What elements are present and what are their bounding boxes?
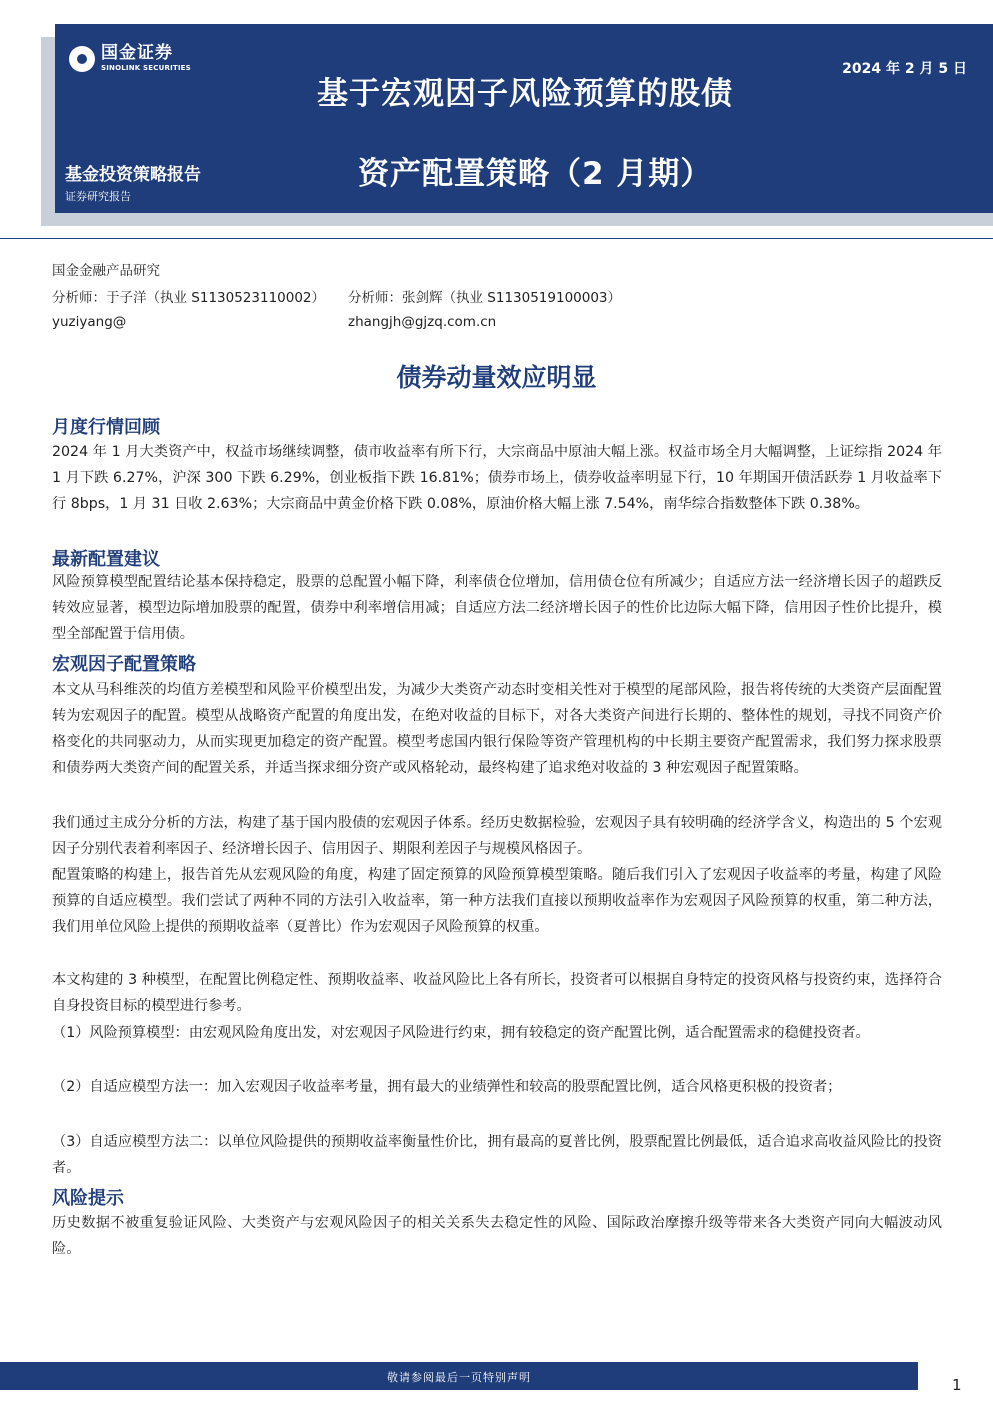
paragraph: （2）自适应模型方法一：加入宏观因子收益率考量，拥有最大的业绩弹性和较高的股票配置比例，适合风格更积极的投资者；: [52, 1079, 842, 1095]
report-type: 基金投资策略报告: [65, 165, 201, 185]
logo-name-en: SINOLINK SECURITIES: [101, 64, 191, 72]
paragraph: 我们通过主成分分析的方法，构建了基于国内股债的宏观因子体系。经历史数据检验，宏观因子具有较明确的经济学含义，构造出的 5 个宏观因子分别代表着利率因子、经济增长因子、信用因子、期限利差因子与规模风格因子。: [52, 815, 942, 857]
report-date: 2024 年 2 月 5 日: [842, 61, 967, 77]
header-divider: [0, 238, 993, 239]
paragraph: （3）自适应模型方法二：以单位风险提供的预期收益率衡量性价比，拥有最高的夏普比例，股票配置比例最低，适合追求高收益风险比的投资者。: [52, 1134, 942, 1176]
research-dept: 国金金融产品研究: [52, 263, 160, 279]
document-heading: 债券动量效应明显: [396, 363, 597, 392]
paragraph: 2024 年 1 月大类资产中，权益市场继续调整，债市收益率有所下行，大宗商品中原油大幅上涨。权益市场全月大幅调整，上证综指 2024 年 1 月下跌 6.27%，沪深 300 下跌 6.29%，创业板指下跌 16.81%；债券市场上，债券收益率明显下行，10 年期国开债活跃券 1 月收益率下行 8bps，1 月 31 日收 2.63%；大宗商品中黄金价格下跌 0.08%，原油价格大幅上涨 7.54%，南华综合指数整体下跌 0.38%。: [52, 444, 942, 512]
analyst-1: 分析师：于子洋（执业 S1130523110002）: [52, 290, 326, 306]
report-subtype: 证券研究报告: [65, 190, 131, 203]
report-title-line2: 资产配置策略（2 月期）: [358, 156, 713, 192]
paragraph: 风险预算模型配置结论基本保持稳定，股票的总配置小幅下降，利率债仓位增加，信用债仓位有所减少；自适应方法一经济增长因子的超跌反转效应显著，模型边际增加股票的配置，债券中利率增信用减；自适应方法二经济增长因子的性价比边际大幅下降，信用因子性价比提升，模型全部配置于信用债。: [52, 574, 942, 642]
logo-mark-icon: [69, 46, 95, 72]
footer-disclaimer: 敬请参阅最后一页特别声明: [387, 1371, 531, 1384]
report-title-line1: 基于宏观因子风险预算的股债: [317, 76, 733, 112]
paragraph: 本文从马科维茨的均值方差模型和风险平价模型出发，为减少大类资产动态时变相关性对于模型的尾部风险，报告将传统的大类资产层面配置转为宏观因子的配置。模型从战略资产配置的角度出发，在绝对收益的目标下，对各大类资产间进行长期的、整体性的规划，寻找不同资产价格变化的共同驱动力，从而实现更加稳定的资产配置。模型考虑国内银行保险等资产管理机构的中长期主要资产配置需求，我们努力探求股票和债券两大类资产间的配置关系，并适当探求细分资产或风格轮动，最终构建了追求绝对收益的 3 种宏观因子配置策略。: [52, 682, 942, 776]
paragraph: 配置策略的构建上，报告首先从宏观风险的角度，构建了固定预算的风险预算模型策略。随后我们引入了宏观因子收益率的考量，构建了风险预算的自适应模型。我们尝试了两种不同的方法引入收益率，第一种方法我们直接以预期收益率作为宏观因子风险预算的权重，第二种方法，我们用单位风险上提供的预期收益率（夏普比）作为宏观因子风险预算的权重。: [52, 867, 942, 935]
paragraph: 本文构建的 3 种模型，在配置比例稳定性、预期收益率、收益风险比上各有所长，投资者可以根据自身特定的投资风格与投资约束，选择符合自身投资目标的模型进行参考。: [52, 972, 942, 1014]
analyst-2-email: zhangjh@gjzq.com.cn: [348, 314, 497, 330]
company-logo: [69, 45, 191, 72]
logo-name-cn: 国金证券: [101, 43, 173, 63]
paragraph: （1）风险预算模型：由宏观风险角度出发，对宏观因子风险进行约束，拥有较稳定的资产配置比例，适合配置需求的稳健投资者。: [52, 1025, 870, 1041]
section-title-monthly-review: 月度行情回顾: [52, 417, 160, 438]
paragraph: 历史数据不被重复验证风险、大类资产与宏观风险因子的相关关系失去稳定性的风险、国际政治摩擦升级等带来各大类资产同向大幅波动风险。: [52, 1215, 942, 1257]
header-band: [55, 24, 993, 213]
section-title-allocation-advice: 最新配置建议: [52, 549, 160, 570]
page-number: 1: [952, 1376, 962, 1394]
analyst-2: 分析师：张剑辉（执业 S1130519100003）: [348, 290, 622, 306]
section-title-risk-warning: 风险提示: [52, 1188, 124, 1209]
analyst-1-email: yuziyang@: [52, 314, 127, 330]
section-title-macro-strategy: 宏观因子配置策略: [52, 654, 196, 675]
